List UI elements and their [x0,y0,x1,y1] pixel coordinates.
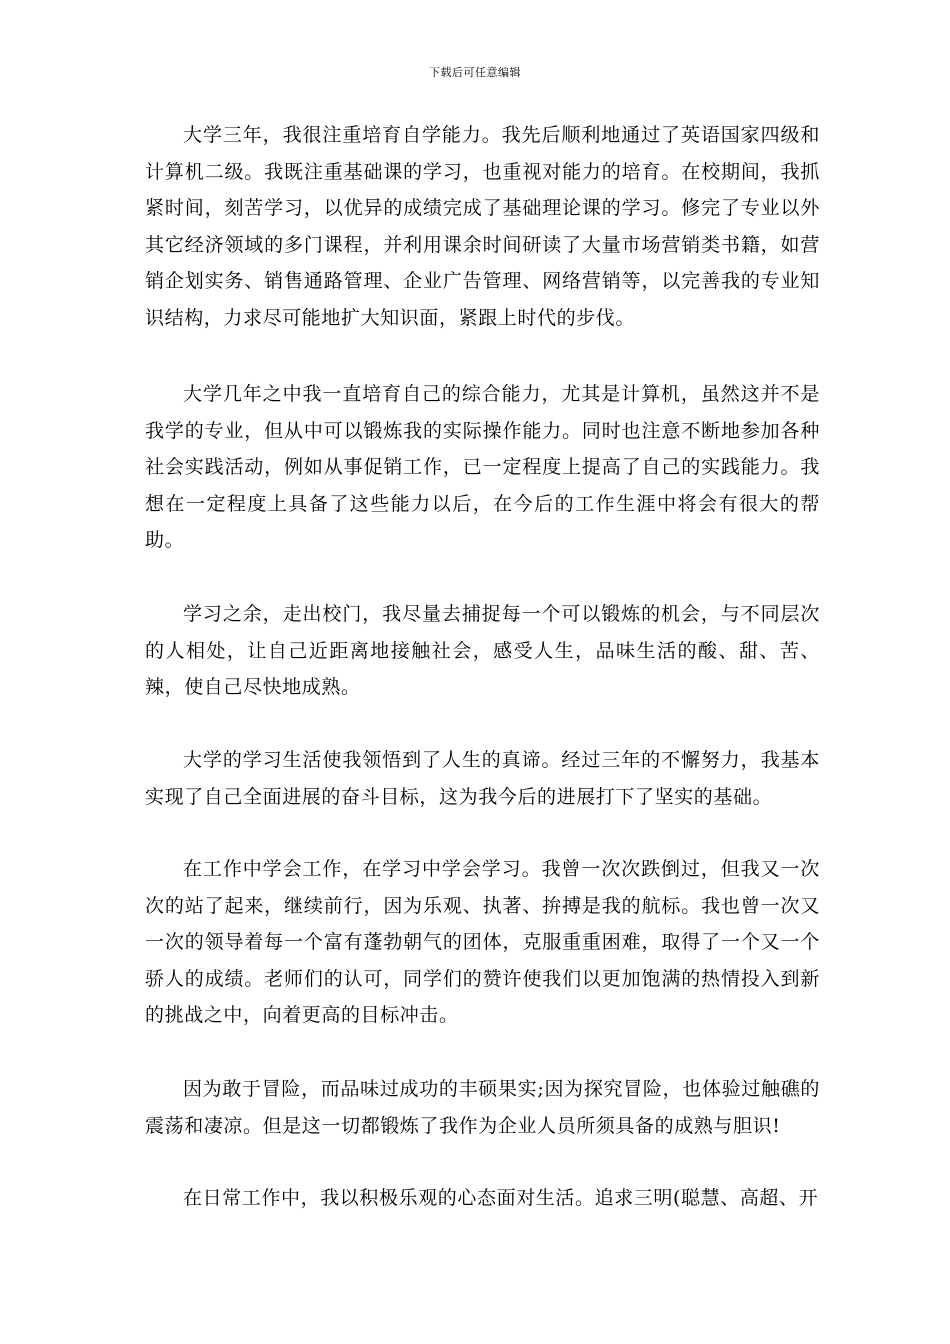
page-header: 下载后可任意编辑 [429,66,521,79]
paragraph-university-life: 大学的学习生活使我领悟到了人生的真谛。经过三年的不懈努力，我基本实现了自己全面进展的奋斗目标，这为我今后的进展打下了坚实的基础。 [145,749,820,808]
paragraph-comprehensive-ability: 大学几年之中我一直培育自己的综合能力，尤其是计算机，虽然这并不是我学的专业，但从中可以锻炼我的实际操作能力。同时也注意不断地参加各种社会实践活动，例如从事促销工作，已一定程度上提高了自己的实践能力。我想在一定程度上具备了这些能力以后，在今后的工作生涯中将会有很大的帮助。 [145,383,820,552]
paragraph-study-ability: 大学三年，我很注重培育自学能力。我先后顺利地通过了英语国家四级和计算机二级。我既注重基础课的学习，也重视对能力的培育。在校期间，我抓紧时间，刻苦学习，以优异的成绩完成了基础理论课的学习。修完了专业以外其它经济领域的多门课程，并利用课余时间研读了大量市场营销类书籍，如营销企划实务、销售通路管理、企业广告管理、网络营销等，以完善我的专业知识结构，力求尽可能地扩大知识面，紧跟上时代的步伐。 [145,124,820,329]
paragraph-daily-work: 在日常工作中，我以积极乐观的心态面对生活。追求三明(聪慧、高超、开 [183,1187,819,1209]
paragraph-social-practice: 学习之余，走出校门，我尽量去捕捉每一个可以锻炼的机会，与不同层次的人相处，让自己近距离地接触社会，感受人生，品味生活的酸、甜、苦、辣，使自己尽快地成熟。 [145,603,820,699]
paragraph-work-and-learn: 在工作中学会工作，在学习中学会学习。我曾一次次跌倒过，但我又一次次的站了起来，继续前行，因为乐观、执著、拚搏是我的航标。我也曾一次又一次的领导着每一个富有蓬勃朝气的团体，克服重重困难，取得了一个又一个骄人的成绩。老师们的认可，同学们的赞许使我们以更加饱满的热情投入到新的挑战之中，向着更高的目标冲击。 [145,858,820,1027]
paragraph-adventure: 因为敢于冒险，而品味过成功的丰硕果实;因为探究冒险，也体验过触礁的震荡和凄凉。但是这一切都锻炼了我作为企业人员所须具备的成熟与胆识! [145,1078,820,1137]
